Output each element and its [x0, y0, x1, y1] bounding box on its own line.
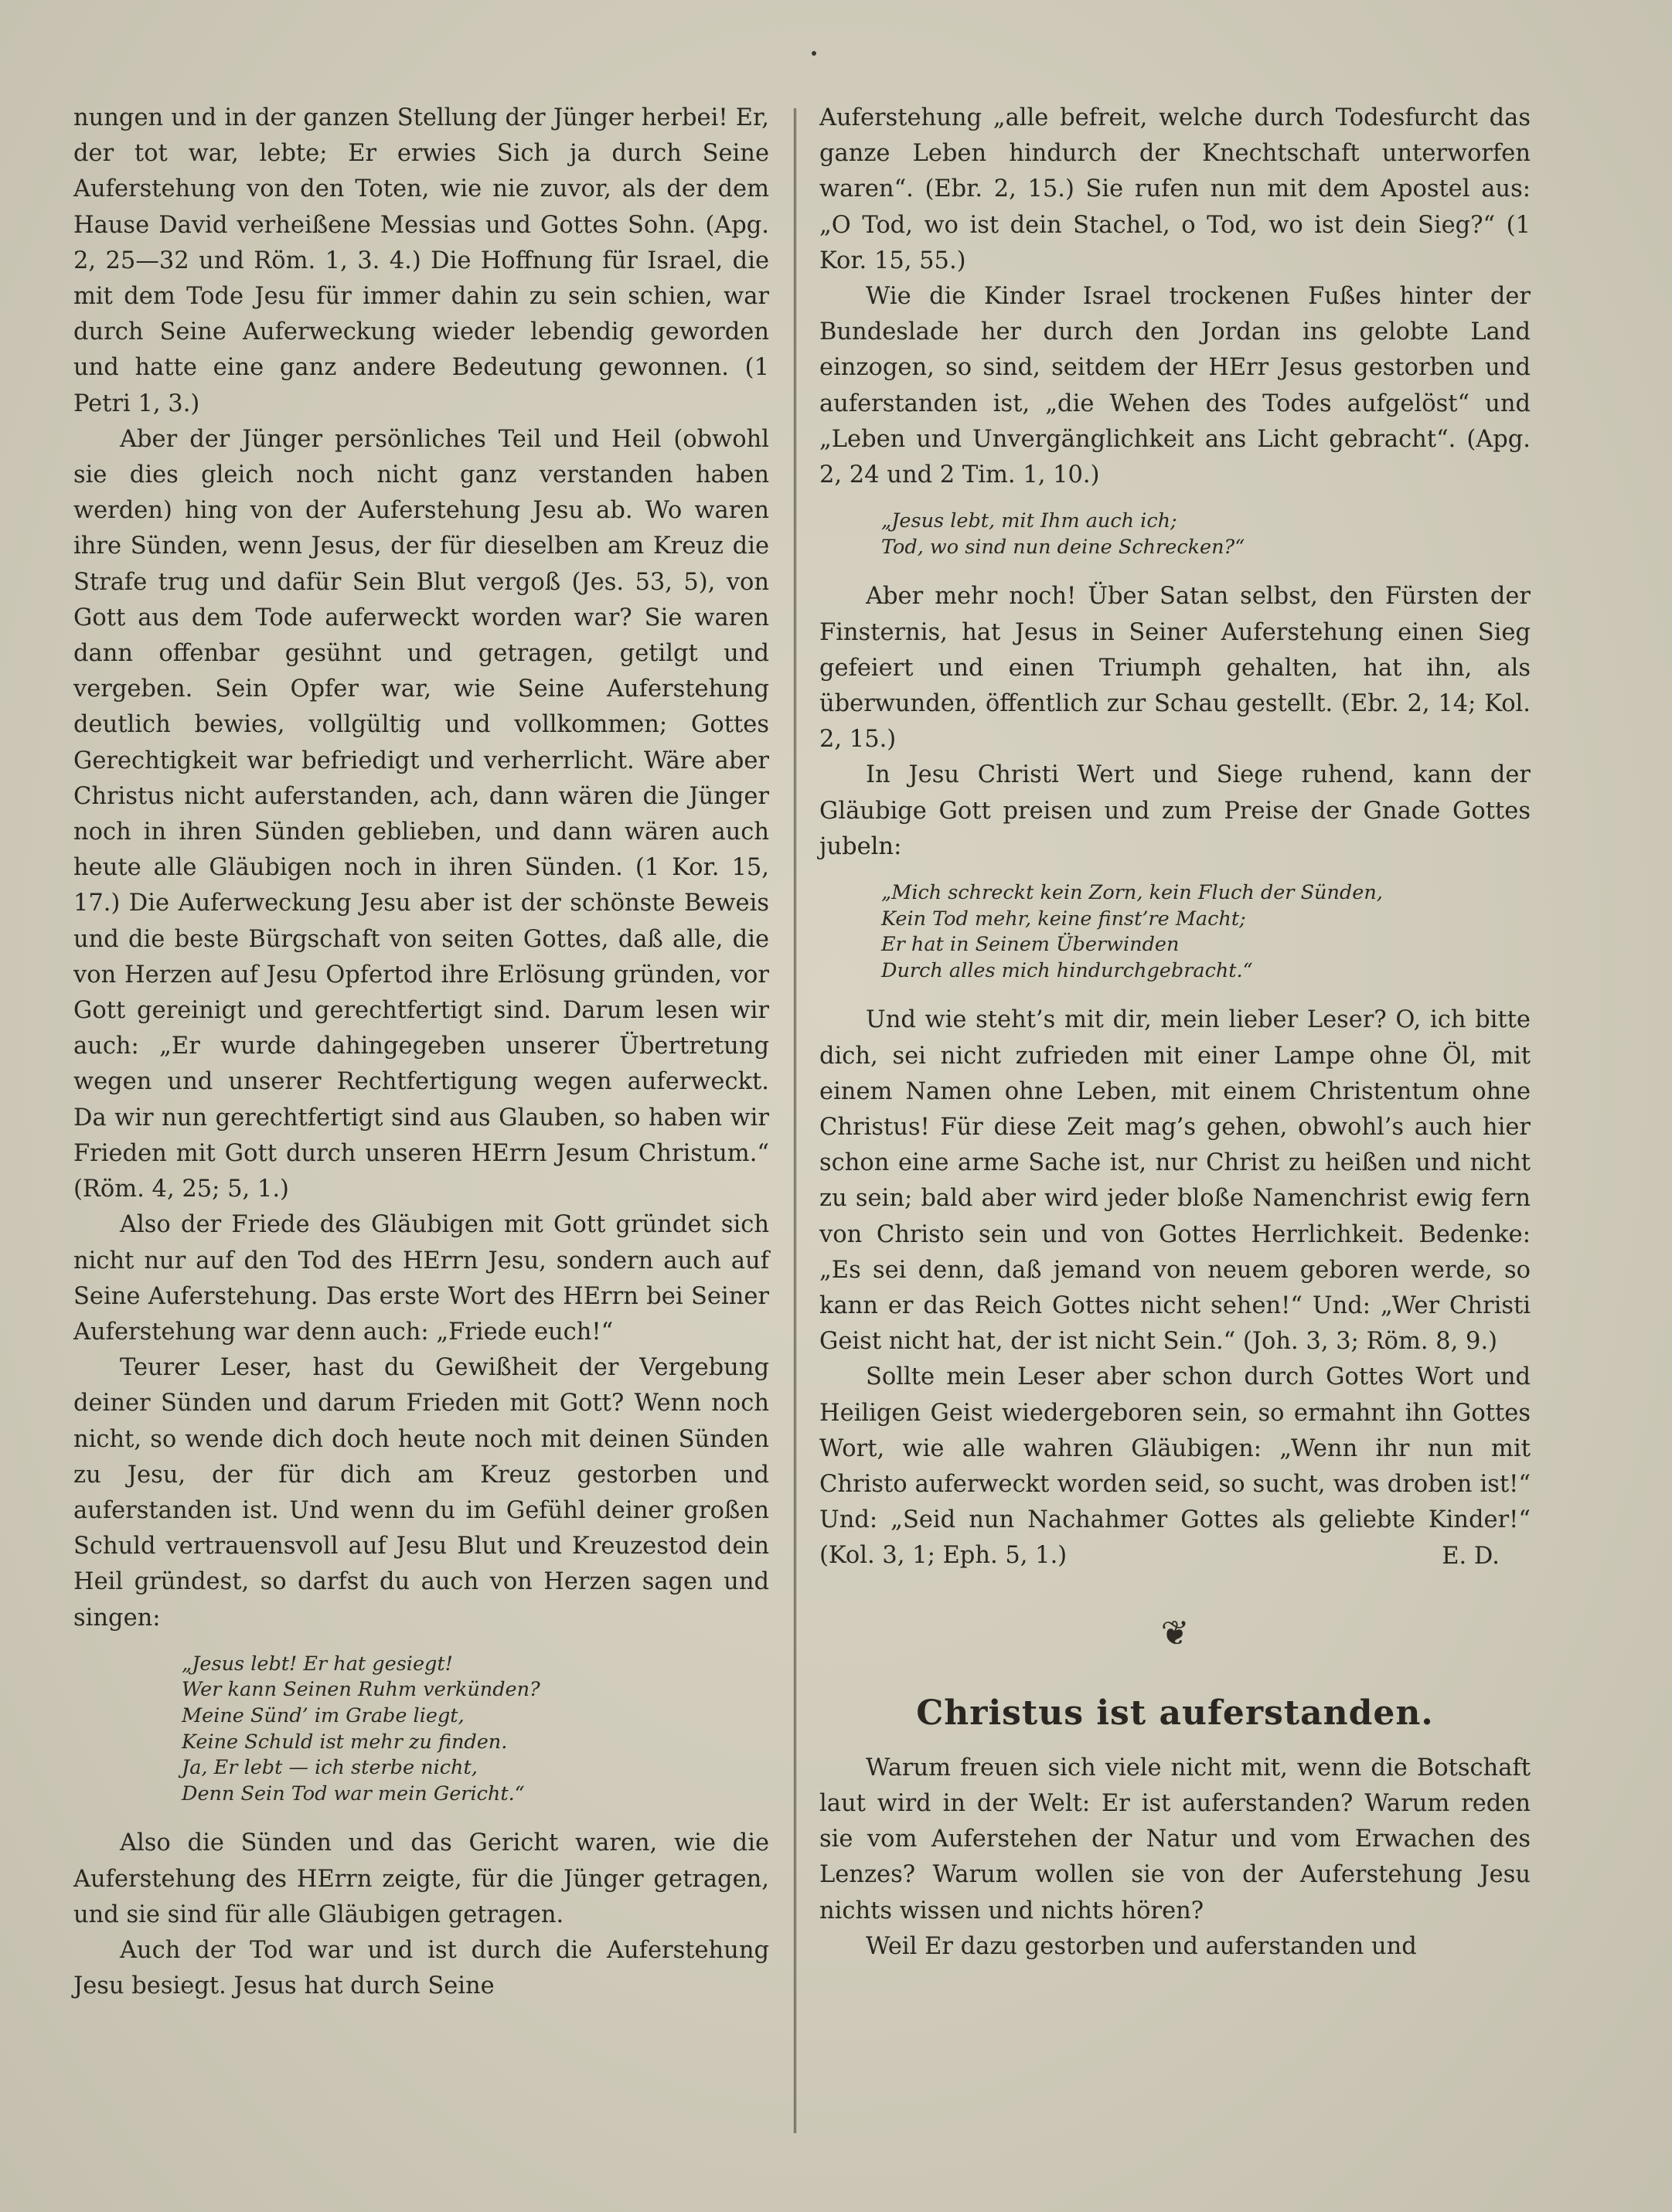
poem-line: Meine Sünd’ im Grabe liegt, [182, 1703, 465, 1727]
poem-line: Keine Schuld ist mehr zu finden. [182, 1730, 508, 1754]
poem-line: Wer kann Seinen Ruhm verkünden? [182, 1678, 540, 1702]
poem-line: „Jesus lebt! Er hat gesiegt! [182, 1652, 453, 1676]
left-paragraph-1: nungen und in der ganzen Stellung der Jünger herbei! Er, der tot war, lebte; Er erwies Sich ja durch Seine Auferstehung von den Toten, wie nie zuvor, als der dem Hause David verheißene Messias und Gottes Sohn. (Apg. 2, 25—32 und Röm. 1, 3. 4.) Die Hoffnung für Israel, die mit dem Tode Jesu für immer dahin zu sein schien, war durch Seine Auferweckung wieder lebendig geworden und hatte eine ganz andere Bedeutung gewonnen. (1 Petri 1, 3.) [73, 104, 769, 417]
author-signature: E. D. [1442, 1542, 1500, 1570]
left-paragraph-2: Aber der Jünger persönliches Teil und Heil (obwohl sie dies gleich noch nicht ganz verstanden haben werden) hing von der Auferstehung Jesu ab. Wo waren ihre Sünden, wenn Jesus, der für dieselben am Kreuz die Strafe trug und dafür Sein Blut vergoß (Jes. 53, 5), von Gott aus dem Tode auferweckt worden war? Sie waren dann offenbar gesühnt und getragen, getilgt und vergeben. Sein Opfer war, wie Seine Auferstehung deutlich bewies, vollgültig und vollkommen; Gottes Gerechtigkeit war befriedigt und verherrlicht. Wäre aber Christus nicht auferstanden, ach, dann wären die Jünger noch in ihren Sünden geblieben, und dann wären auch heute alle Gläubigen noch in ihren Sünden. (1 Kor. 15, 17.) Die Auferweckung Jesu aber ist der schönste Beweis und die beste Bürgschaft von seiten Gottes, daß alle, die von Herzen auf Jesu Opfertod ihre Erlösung gründen, vor Gott gereinigt und gerechtfertigt sind. Darum lesen wir auch: „Er wurde dahingegeben unserer Übertretung wegen und unserer Rechtfertigung wegen auferweckt. Da wir nun gerechtfertigt sind aus Glauben, so haben wir Frieden mit Gott durch unseren HErrn Jesum Christum.“ (Röm. 4, 25; 5, 1.) [73, 425, 769, 1203]
right-paragraph-7: Warum freuen sich viele nicht mit, wenn die Botschaft laut wird in der Welt: Er ist auferstanden? Warum reden sie vom Auferstehen der Natur und vom Erwachen des Lenzes? Warum wollen sie von der Auferstehung Jesu nichts wissen und nichts hören? [819, 1754, 1531, 1924]
column-divider [794, 108, 796, 2133]
right-paragraph-3: Aber mehr noch! Über Satan selbst, den Fürsten der Finsternis, hat Jesus in Seiner Auferstehung einen Sieg gefeiert und einen Triumph gehalten, hat ihn, als überwunden, öffentlich zur Schau gestellt. (Ebr. 2, 14; Kol. 2, 15.) [819, 583, 1531, 754]
left-column [73, 100, 769, 2004]
right-paragraph-6: Sollte mein Leser aber schon durch Gottes Wort und Heiligen Geist wiedergeboren sein, so ermahnt ihn Gottes Wort, wie alle wahren Gläubigen: „Wenn ihr nun mit Christo auferweckt worden seid, so sucht, was droben ist!“ Und: „Seid nun Nachahmer Gottes als geliebte Kinder!“ (Kol. 3, 1; Eph. 5, 1.) [819, 1363, 1531, 1570]
article-heading: Christus ist auferstanden. [916, 1693, 1434, 1733]
poem-line: Kein Tod mehr, keine finst’re Macht; [881, 907, 1246, 931]
left-paragraph-5: Also die Sünden und das Gericht waren, wie die Auferstehung des HErrn zeigte, für die Jünger getragen, und sie sind für alle Gläubigen getragen. [73, 1829, 769, 1928]
right-paragraph-4: In Jesu Christi Wert und Siege ruhend, kann der Gläubige Gott preisen und zum Preise der Gnade Gottes jubeln: [819, 761, 1531, 860]
left-paragraph-3: Also der Friede des Gläubigen mit Gott gründet sich nicht nur auf den Tod des HErrn Jesu, sondern auch auf Seine Auferstehung. Das erste Wort des HErrn bei Seiner Auferstehung war denn auch: „Friede euch!“ [73, 1211, 769, 1346]
left-paragraph-4: Teurer Leser, hast du Gewißheit der Vergebung deiner Sünden und darum Frieden mit Gott? Wenn noch nicht, so wende dich doch heute noch mit deinen Sünden zu Jesu, der für dich am Kreuz gestorben und auferstanden ist. Und wenn du im Gefühl deiner großen Schuld vertrauensvoll auf Jesu Blut und Kreuzestod dein Heil gründest, so darfst du auch von Herzen sagen und singen: [73, 1354, 769, 1632]
right-paragraph-1: Auferstehung „alle befreit, welche durch Todesfurcht das ganze Leben hindurch der Knechtschaft unterworfen waren“. (Ebr. 2, 15.) Sie rufen nun mit dem Apostel aus: „O Tod, wo ist dein Stachel, o Tod, wo ist dein Sieg?“ (1 Kor. 15, 55.) [819, 104, 1531, 274]
poem-line: Tod, wo sind nun deine Schrecken?“ [881, 535, 1245, 559]
left-poem [73, 1652, 769, 1808]
right-paragraph-8: Weil Er dazu gestorben und auferstanden und [866, 1932, 1417, 1960]
right-paragraph-2: Wie die Kinder Israel trockenen Fußes hinter der Bundeslade her durch den Jordan ins gelobte Land einzogen, so sind, seitdem der HErr Jesus gestorben und auferstanden ist, „die Wehen des Todes aufgelöst“ und „Leben und Unvergänglichkeit ans Licht gebracht“. (Apg. 2, 24 und 2 Tim. 1, 10.) [819, 283, 1531, 489]
right-poem-2 [819, 880, 1531, 984]
right-column [819, 100, 1531, 1965]
poem-line: „Jesus lebt, mit Ihm auch ich; [881, 509, 1177, 533]
poem-line: Durch alles mich hindurchgebracht.“ [881, 958, 1253, 982]
poem-line: Ja, Er lebt — ich sterbe nicht, [182, 1756, 478, 1780]
poem-line: „Mich schreckt kein Zorn, kein Fluch der Sünden, [881, 881, 1383, 905]
fleuron-icon: ❦ [1160, 1613, 1190, 1653]
left-paragraph-6: Auch der Tod war und ist durch die Auferstehung Jesu besiegt. Jesus hat durch Seine [73, 1936, 769, 2000]
right-poem-1 [819, 509, 1531, 560]
right-paragraph-5: Und wie steht’s mit dir, mein lieber Leser? O, ich bitte dich, sei nicht zufrieden mit einer Lampe ohne Öl, mit einem Namen ohne Leben, mit einem Christentum ohne Christus! Für diese Zeit mag’s gehen, obwohl’s auch hier schon eine arme Sache ist, nur Christ zu heißen und nicht zu sein; bald aber wird jeder bloße Namenchrist ewig fern von Christo sein und von Gottes Herrlichkeit. Bedenke: „Es sei denn, daß jemand von neuem geboren werde, so kann er das Reich Gottes nicht sehen!“ Und: „Wer Christi Geist nicht hat, der ist nicht Sein.“ (Joh. 3, 3; Röm. 8, 9.) [819, 1006, 1531, 1356]
poem-line: Er hat in Seinem Überwinden [881, 933, 1180, 957]
ink-speck [812, 51, 816, 56]
poem-line: Denn Sein Tod war mein Gericht.“ [182, 1782, 525, 1805]
